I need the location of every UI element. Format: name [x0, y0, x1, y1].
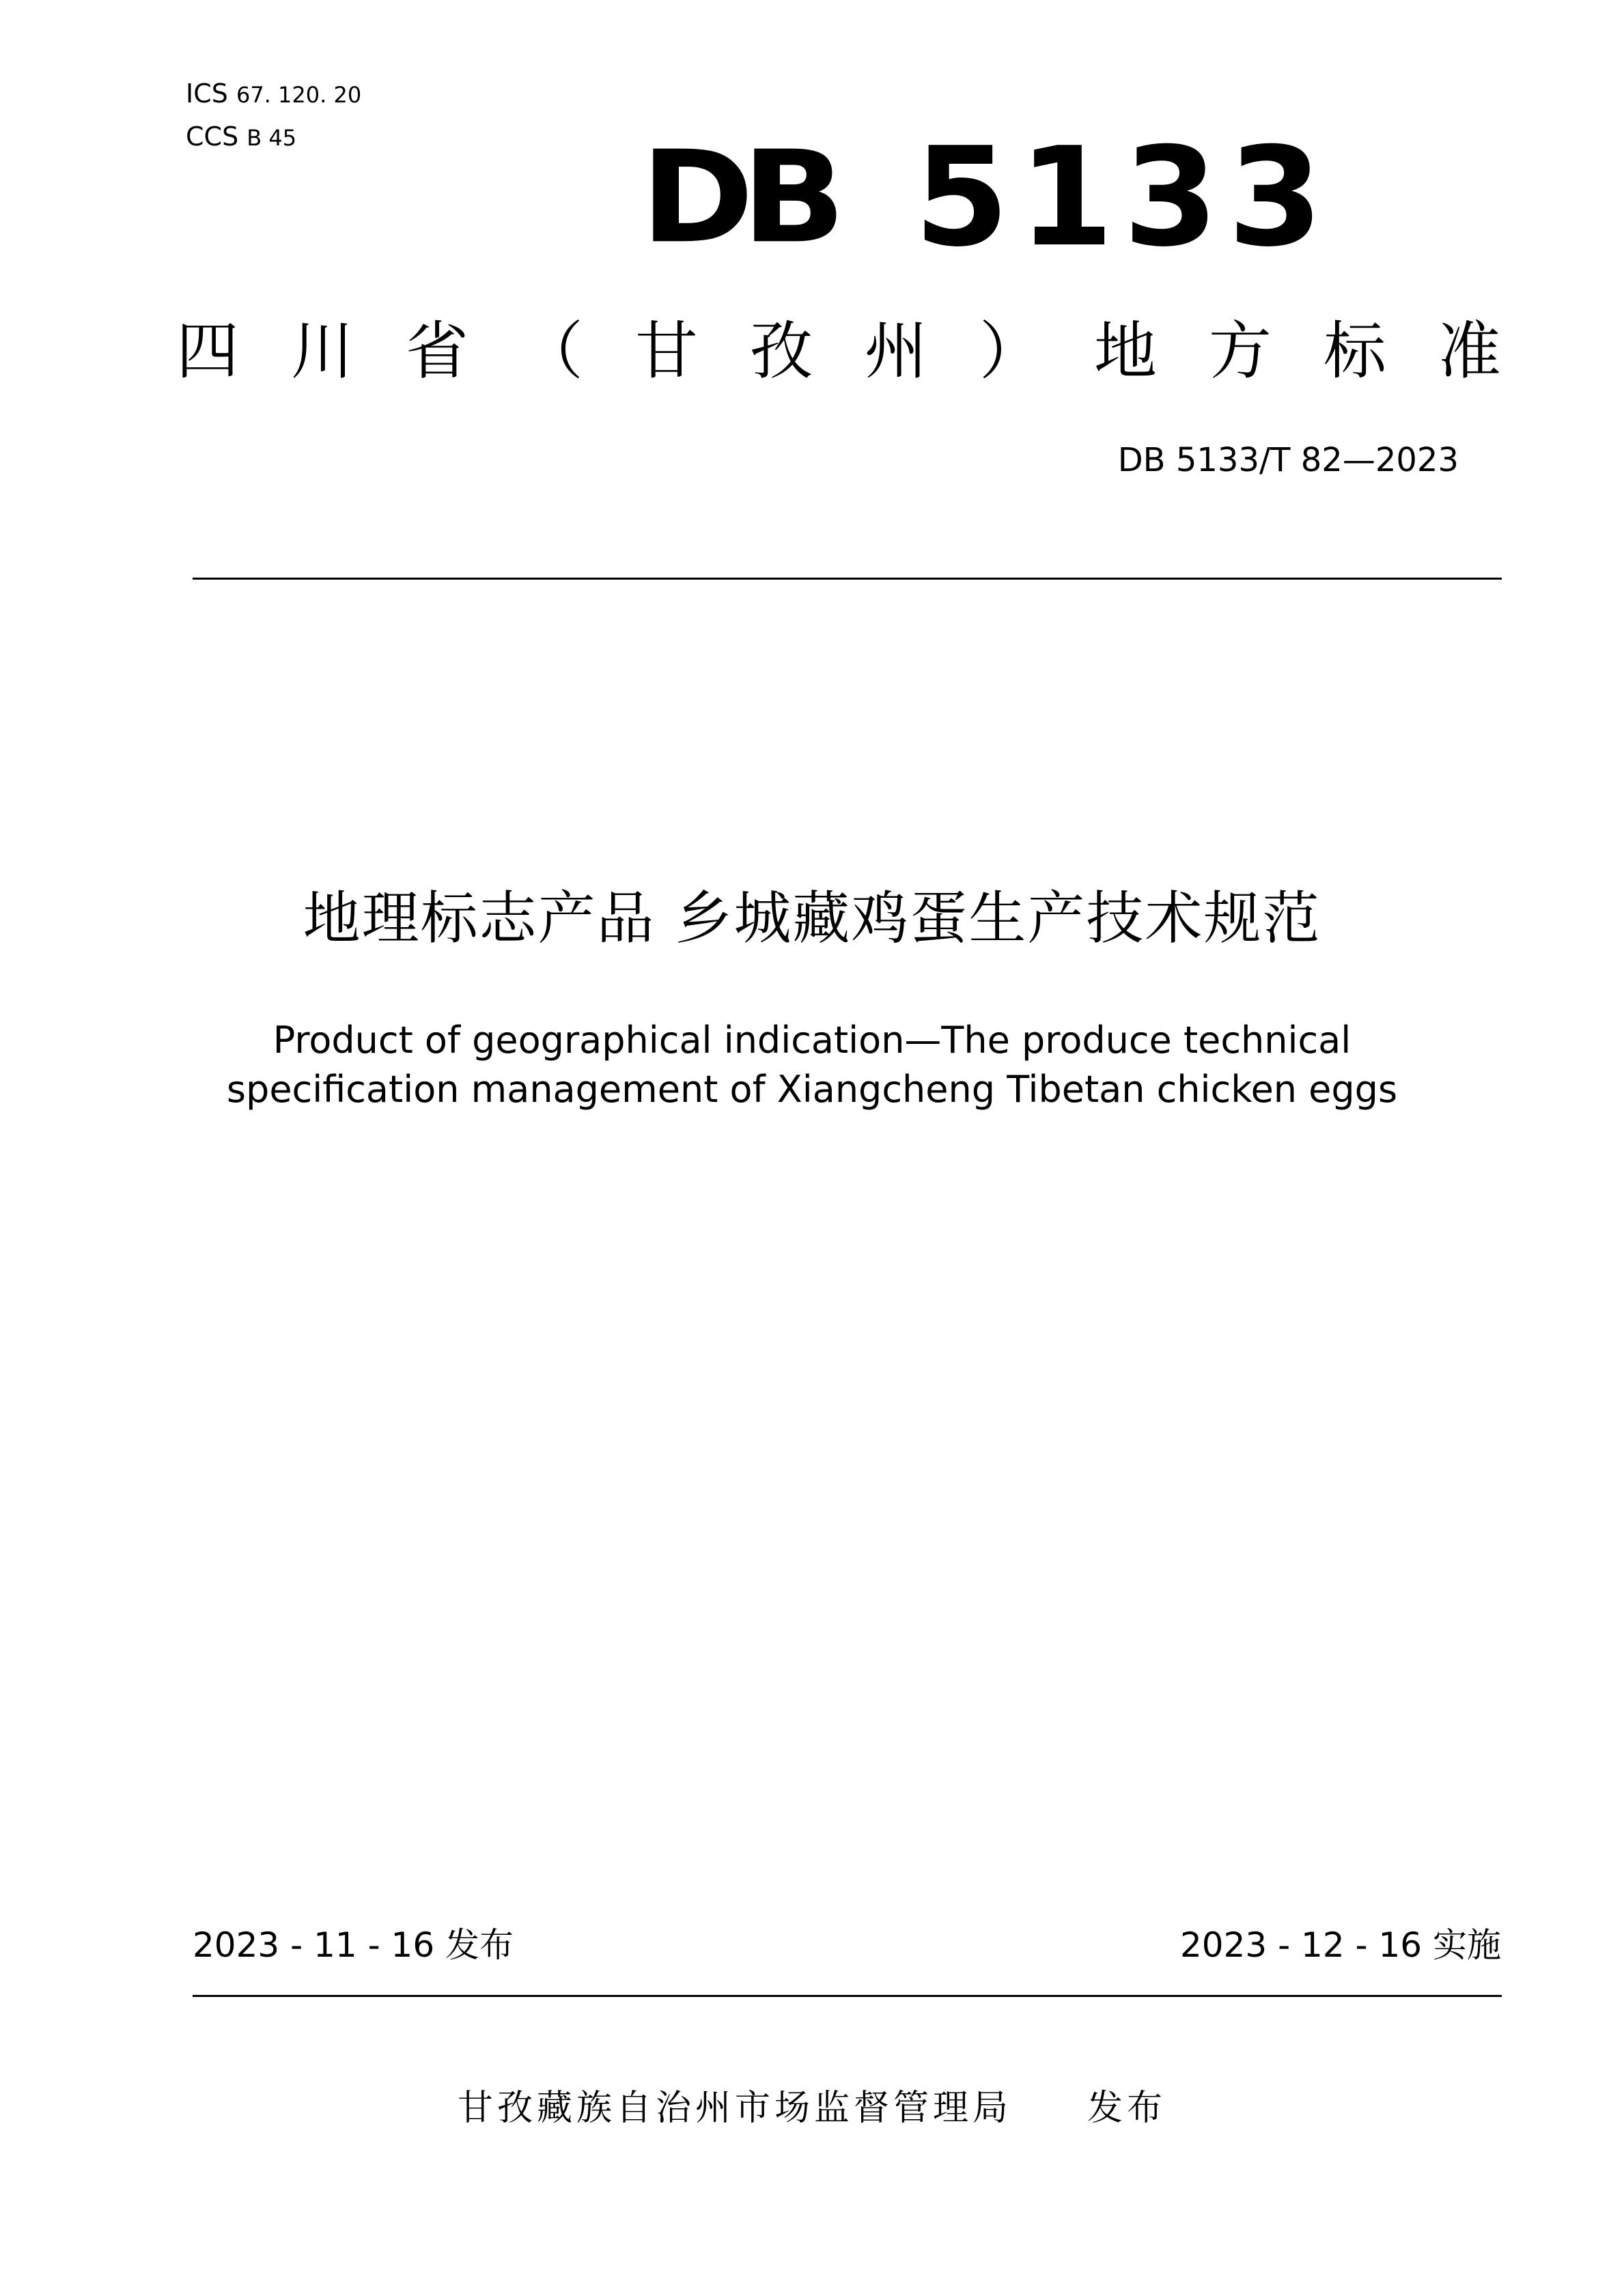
- publisher-name: 甘孜藏族自治州市场监督管理局: [457, 2088, 1012, 2129]
- standard-type-char: 孜: [749, 315, 813, 388]
- ics-label: ICS: [186, 79, 228, 109]
- standard-type-char: 方: [1208, 315, 1272, 388]
- standard-logo: [641, 118, 1333, 277]
- dates-divider: [193, 1995, 1502, 1997]
- ics-classification: [186, 81, 361, 107]
- standard-type-char: 准: [1438, 315, 1501, 388]
- standard-type-char: 省: [405, 315, 468, 388]
- implementation-date: 2023 - 12 - 16 实施: [1179, 1925, 1501, 1965]
- publisher-line: [0, 2088, 1624, 2129]
- standard-type-char: 川: [290, 315, 354, 388]
- english-title-line: Product of geographical indication—The produce technical: [272, 1019, 1352, 1062]
- standard-logo-number: 5133: [914, 118, 1333, 277]
- standard-type-heading: [176, 314, 1501, 389]
- standard-type-char: 四: [176, 315, 240, 388]
- ccs-code: B 45: [247, 125, 297, 151]
- issue-date: 2023 - 11 - 16 发布: [193, 1925, 514, 1965]
- document-title-chinese: 地理标志产品 乡城藏鸡蛋生产技术规范: [303, 885, 1321, 952]
- standard-type-char: 州: [864, 315, 927, 388]
- ccs-classification: [186, 124, 296, 150]
- header-divider: [193, 578, 1502, 580]
- standard-type-char: 标: [1323, 315, 1386, 388]
- ics-code: 67. 120. 20: [236, 82, 362, 108]
- english-title-line: specification management of Xiangcheng Tibetan chicken eggs: [226, 1068, 1398, 1111]
- standard-type-char: （: [520, 315, 583, 388]
- standard-logo-prefix: DB: [641, 124, 834, 272]
- standard-type-char: 地: [1093, 315, 1157, 388]
- standard-type-char: 甘: [634, 315, 698, 388]
- standard-type-char: ）: [979, 315, 1042, 388]
- publisher-action: 发布: [1087, 2088, 1167, 2129]
- document-title-english: [0, 1016, 1624, 1114]
- ccs-label: CCS: [186, 122, 239, 152]
- standard-number: DB 5133/T 82—2023: [1117, 441, 1459, 479]
